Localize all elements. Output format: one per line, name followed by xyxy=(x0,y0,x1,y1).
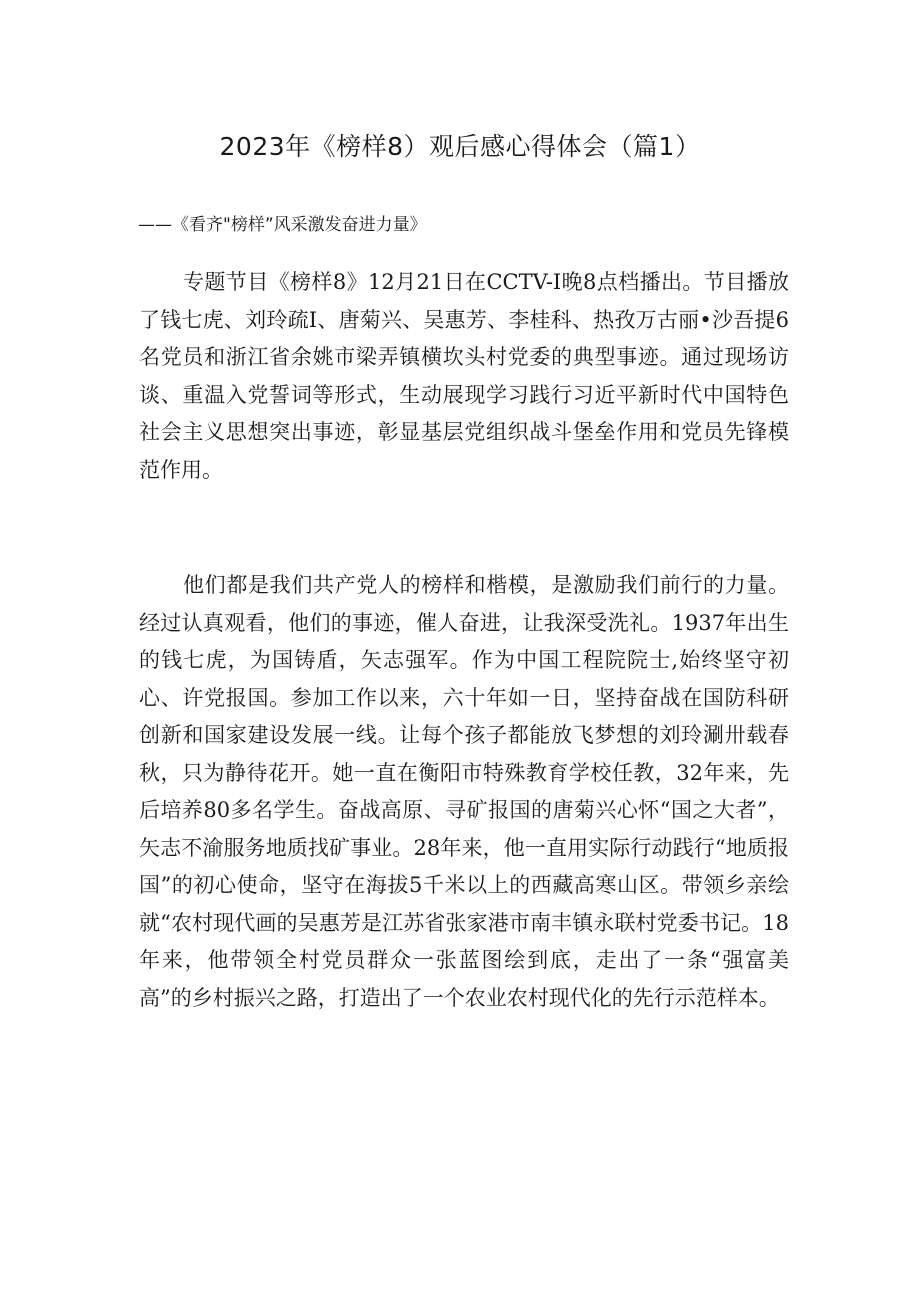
document-subtitle: ——《看齐"榜样”风采激发奋进力量》 xyxy=(138,215,427,235)
paragraph-1: 专题节目《榜样8》12月21日在CCTV-I晚8点档播出。节目播放了钱七虎、刘玲疏I、唐菊兴、吴惠芳、李桂科、热孜万古丽•沙吾提6名党员和浙江省余姚市梁弄镇横坎头村党委的典型事迹。通过现场访谈、重温入党誓词等形式，生动展现学习践行习近平新时代中国特色社会主义思想突出事迹，彰显基层党组织战斗堡垒作用和党员先锋模范作用。 xyxy=(139,270,789,482)
paragraph-2: 他们都是我们共产党人的榜样和楷模，是激励我们前行的力量。经过认真观看，他们的事迹，催人奋进，让我深受洗礼。1937年出生的钱七虎，为国铸盾，矢志强军。作为中国工程院院士,始终坚守初心、许党报国。参加工作以来，六十年如一日，坚持奋战在国防科研创新和国家建设发展一线。让每个孩子都能放飞梦想的刘玲涮卅载春秋，只为静待花开。她一直在衡阳市特殊教育学校任教，32年来，先后培养80多名学生。奋战高原、寻矿报国的唐菊兴心怀“国之大者”，矢志不渝服务地质找矿事业。28年来，他一直用实际行动践行“地质报国”的初心使命，坚守在海拔5千米以上的西藏高寒山区。带领乡亲绘就“农村现代画的吴惠芳是江苏省张家港市南丰镇永联村党委书记。18年来，他带领全村党员群众一张蓝图绘到底，走出了一条“强富美高”的乡村振兴之路，打造出了一个农业农村现代化的先行示范样本。 xyxy=(139,573,789,1010)
document-title: 2023年《榜样8）观后感心得体会（篇1） xyxy=(219,132,701,161)
